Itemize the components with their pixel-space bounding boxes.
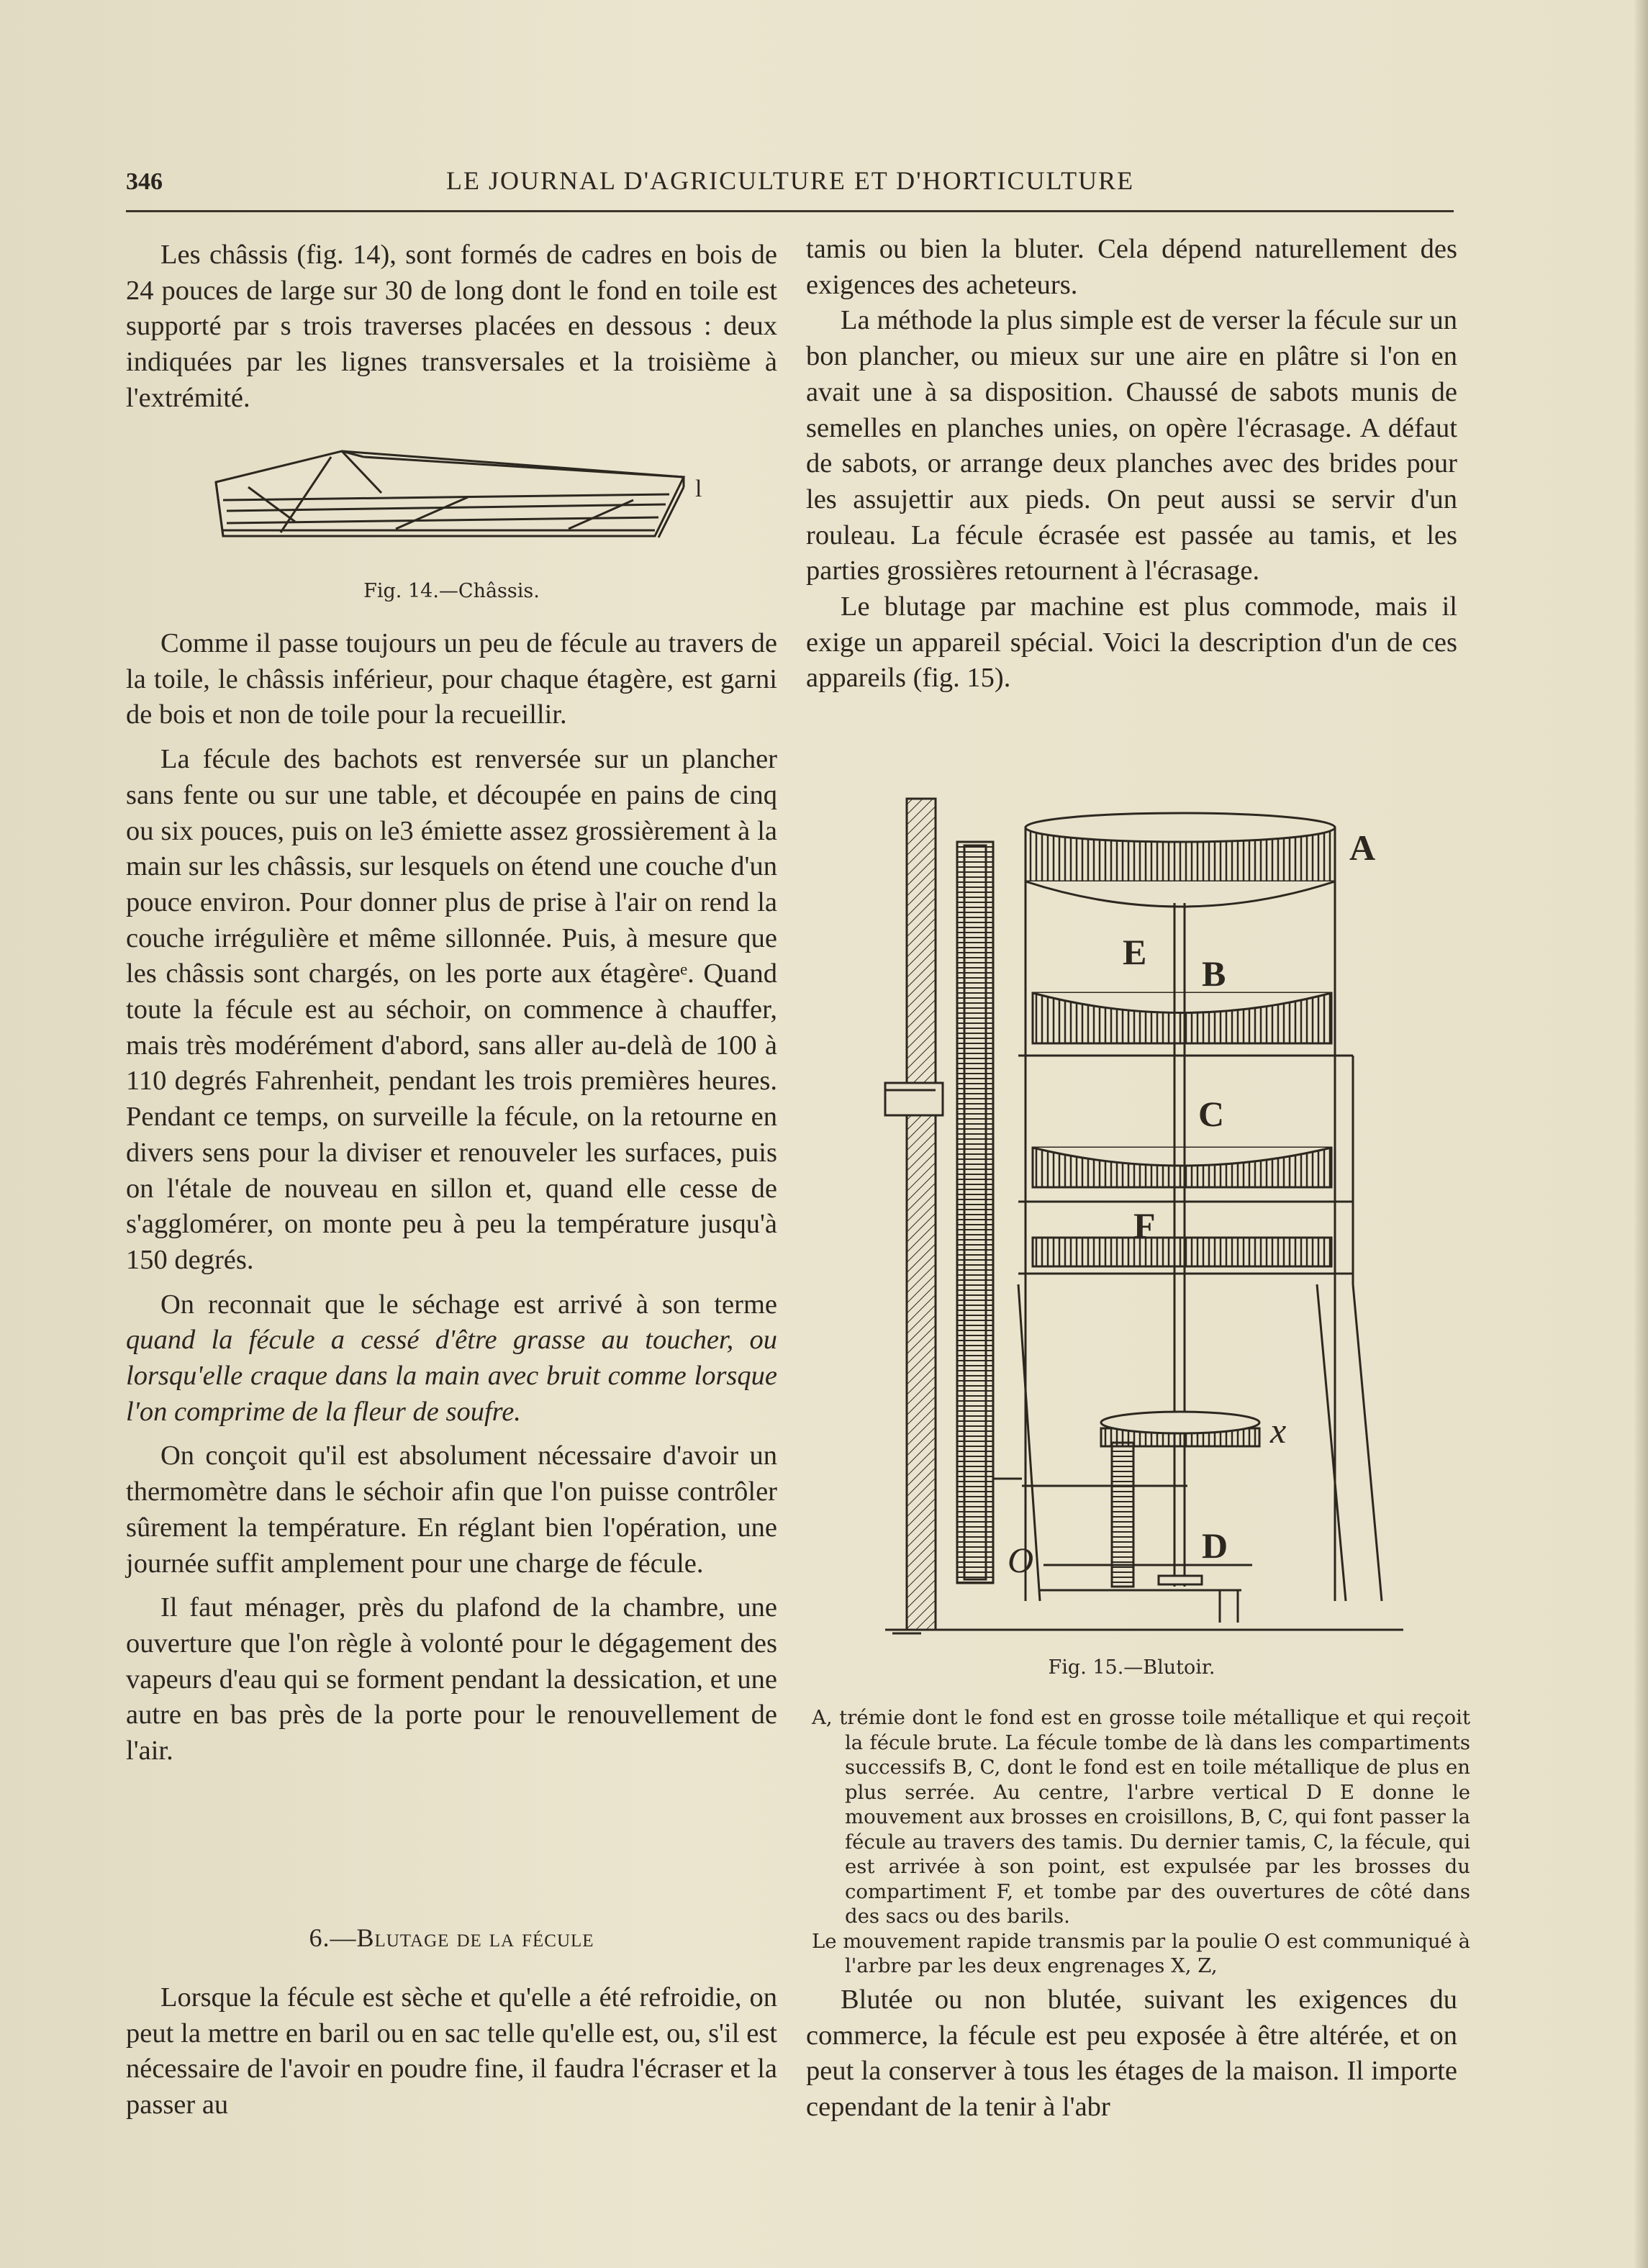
fig15-legend <box>812 1705 1470 1979</box>
right-column-bottom <box>806 1982 1457 2126</box>
paragraph-thermometre: On conçoit qu'il est absolument nécessaire d'avoir un thermomètre dans le séchoir afin que l'on puisse contrôler sûrement la température. En réglant bien l'opération, une journée suffit amplement pour une charge de fécule. <box>126 1441 777 1579</box>
left-column-bottom <box>126 1980 777 2123</box>
legend-paragraph-1: A, trémie dont le fond est en grosse toile métallique et qui reçoit la fécule brute. La fécule tombe de là dans les compartiments successifs B, C, dont le fond est en toile métallique de plus en plus serrée. Au centre, l'arbre vertical D E donne le mouvement aux brosses en croisillons, B, C, qui font passer la fécule au travers des tamis. Du dernier tamis, C, la fécule, qui est arrivée à son point, est expulsée par les brosses du compartiment F, et tombe par des ouvertures de côté dans des sacs ou des barils. <box>812 1706 1470 1928</box>
paragraph-bachots: La fécule des bachots est renversée sur un plancher sans fente ou sur une table, et découpée en pains de cinq ou six pouces, puis on le3 émiette assez grossièrement à la main sur les châssis, sur lesquels on étend une couche d'un pouce environ. Pour donner plus de prise à l'air on rend la couche irrégulière et même sillonnée. Puis, à mesure que les châssis sont chargés, on les porte aux étagèreᵉ. Quand toute la fécule est au séchoir, on commence à chauffer, mais très modérément d'abord, sans aller au-delà de 100 à 110 degrés Fahrenheit, pendant les trois premières heures. Pendant ce temps, on surveille la fécule, on la retourne en divers sens pour la diviser et renouveler les surfaces, puis on l'étale de nouveau en sillon et, quand elle cesse de s'agglomérer, on monte peu à peu la température jusqu'à 150 degrés. <box>126 744 777 1275</box>
fig15-label-o: O <box>1008 1540 1034 1580</box>
fig15-label-c: C <box>1198 1094 1225 1134</box>
paragraph-blutee: Blutée ou non blutée, suivant les exigences du commerce, la fécule est peu exposée à être altérée, et on peut la conserver à tous les étages de la maison. Il importe cependant de la tenir à l'abr <box>806 1984 1457 2123</box>
fig15-label-x: x <box>1270 1410 1287 1451</box>
fig14-caption: Fig. 14.—Châssis. <box>363 580 540 602</box>
paragraph-chassis: Les châssis (fig. 14), sont formés de cadres en bois de 24 pouces de large sur 30 de long dont le fond en toile est supporté par s trois traverses placées en dessous : deux indiquées par les lignes transversales et la troisième à l'extrémité. <box>126 240 777 413</box>
paragraph-fecule-toile: Comme il passe toujours un peu de fécule au travers de la toile, le châssis inférieur, pour chaque étagère, est garni de bois et non de toile pour la recueillir. <box>126 628 777 730</box>
paragraph-tamis: tamis ou bien la bluter. Cela dépend naturellement des exigences des acheteurs. <box>806 234 1457 300</box>
sechage-text: On reconnait que le séchage est arrivé à son terme <box>160 1289 777 1320</box>
fig15-blutoir-illustration <box>885 795 1411 1641</box>
fig15-label-d: D <box>1202 1525 1228 1566</box>
fig15-label-a: A <box>1349 827 1376 868</box>
left-column-body <box>126 626 777 1769</box>
fig15-label-b: B <box>1202 953 1226 994</box>
fig15-label-e: E <box>1123 932 1147 972</box>
sechage-italic: quand la fécule a cessé d'être grasse au toucher, ou lorsqu'elle craque dans la main avec bruit comme lorsque l'on comprime de la fleur de soufre. <box>126 1325 777 1427</box>
fig15-label-f: F <box>1133 1205 1156 1246</box>
page-header <box>126 164 1454 200</box>
left-column-top <box>126 237 777 417</box>
fig14-label: l <box>695 476 702 502</box>
legend-paragraph-2: Le mouvement rapide transmis par la poulie O est communiqué à l'arbre par les deux engrenages X, Z, <box>812 1929 1470 1977</box>
fig15-caption: Fig. 15.—Blutoir. <box>1048 1656 1215 1679</box>
right-column-top <box>806 232 1457 697</box>
paragraph-machine: Le blutage par machine est plus commode, mais il exige un appareil spécial. Voici la description d'un de ces appareils (fig. 15). <box>806 591 1457 694</box>
running-title: LE JOURNAL D'AGRICULTURE ET D'HORTICULTURE <box>446 166 1135 195</box>
paragraph-methode: La méthode la plus simple est de verser la fécule sur un bon plancher, ou mieux sur une aire en plâtre si l'on en avait une à sa disposition. Chaussé de sabots munis de semelles en planches unies, on opère l'écrasage. A défaut de sabots, or arrange deux planches avec des brides pour les assujettir aux pieds. On peut aussi se servir d'un rouleau. La fécule écrasée est passée au tamis, et les parties grossières retournent à l'écrasage. <box>806 305 1457 586</box>
page-number: 346 <box>126 168 163 195</box>
fig14-chassis-illustration <box>209 443 712 558</box>
paragraph-refroidie: Lorsque la fécule est sèche et qu'elle a été refroidie, on peut la mettre en baril ou en sac telle qu'elle est, ou, s'il est nécessaire de l'avoir en poudre fine, il faudra l'écraser et la passer au <box>126 1982 777 2120</box>
section-heading-blutage: 6.—Blutage de la fécule <box>309 1923 594 1952</box>
paragraph-sechage <box>126 1287 777 1430</box>
page-edge-shadow <box>1634 0 1648 2268</box>
paragraph-ouverture: Il faut ménager, près du plafond de la chambre, une ouverture que l'on règle à volonté pour le dégagement des vapeurs d'eau qui se forment pendant la dessication, et une autre en bas près de la porte pour le renouvellement de l'air. <box>126 1592 777 1766</box>
header-rule <box>126 210 1454 212</box>
